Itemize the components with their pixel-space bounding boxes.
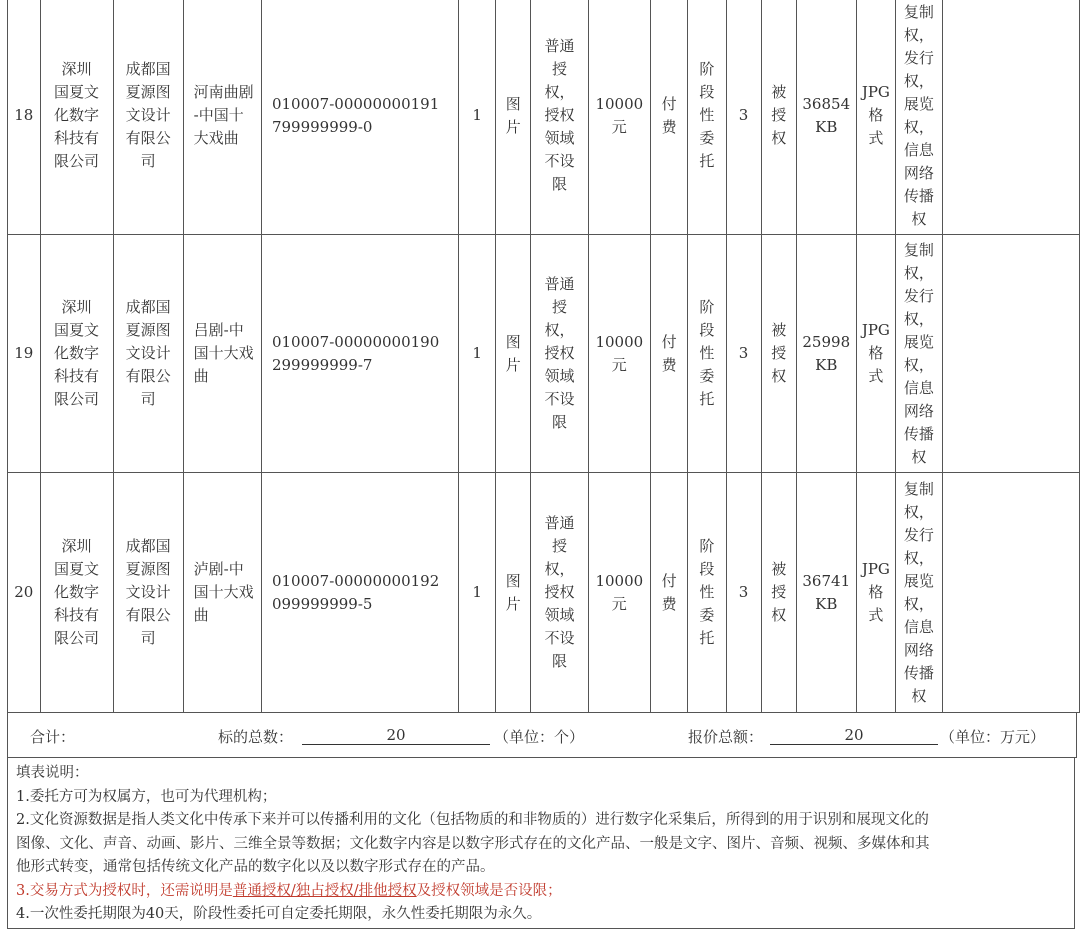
row-number: 19 bbox=[8, 235, 41, 473]
payment-cell: 付 费 bbox=[651, 0, 688, 235]
note-3: 3.交易方式为授权时，还需说明是普通授权/独占授权/排他授权及授权领域是否设限； bbox=[16, 882, 562, 899]
owner-cell: 深圳 国夏文 化数字 科技有 限公司 bbox=[40, 235, 113, 473]
method-cell: 被 授 权 bbox=[761, 473, 796, 713]
authorization-cell: 普通 授 权， 授权 领域 不设 限 bbox=[531, 235, 588, 473]
type-cell: 图 片 bbox=[496, 0, 531, 235]
instructions bbox=[7, 757, 1075, 929]
totals-label: 合计： bbox=[30, 728, 76, 746]
note-1: 1.委托方可为权属方，也可为代理机构； bbox=[16, 788, 277, 805]
method-cell: 被 授 权 bbox=[761, 0, 796, 235]
size-cell: 36854 KB bbox=[796, 0, 856, 235]
notes-heading: 填表说明： bbox=[16, 765, 89, 781]
size-cell: 36741 KB bbox=[796, 473, 856, 713]
authorization-cell: 普通 授 权， 授权 领域 不设 限 bbox=[531, 0, 588, 235]
blank-cell bbox=[942, 473, 1079, 713]
row-number: 20 bbox=[8, 473, 41, 713]
note-3-underlined: 普通授权/独占授权/排他授权 bbox=[232, 882, 417, 899]
agent-cell: 成都国 夏源图 文设计 有限公 司 bbox=[113, 0, 183, 235]
period-cell: 3 bbox=[726, 235, 761, 473]
size-cell: 25998 KB bbox=[796, 235, 856, 473]
count-unit: （单位：个） bbox=[494, 728, 585, 746]
count-value: 20 bbox=[302, 726, 490, 745]
totals-row bbox=[7, 712, 1077, 758]
price-cell: 10000 元 bbox=[588, 0, 651, 235]
note-4: 4.一次性委托期限为40天，阶段性委托可自定委托期限，永久性委托期限为永久。 bbox=[16, 906, 542, 922]
code-cell: 010007-00000000192 099999999-5 bbox=[261, 473, 458, 713]
listing-table bbox=[7, 0, 1080, 713]
price-cell: 10000 元 bbox=[588, 473, 651, 713]
quantity-cell: 1 bbox=[459, 0, 496, 235]
format-cell: JPG 格 式 bbox=[856, 0, 896, 235]
code-cell: 010007-00000000191 799999999-0 bbox=[261, 0, 458, 235]
count-label: 标的总数： bbox=[218, 728, 294, 746]
owner-cell: 深圳 国夏文 化数字 科技有 限公司 bbox=[40, 0, 113, 235]
table-row bbox=[8, 473, 1080, 713]
period-cell: 3 bbox=[726, 0, 761, 235]
blank-cell bbox=[942, 0, 1079, 235]
payment-cell: 付 费 bbox=[651, 473, 688, 713]
agent-cell: 成都国 夏源图 文设计 有限公 司 bbox=[113, 473, 183, 713]
format-cell: JPG 格 式 bbox=[856, 473, 896, 713]
table-row bbox=[8, 235, 1080, 473]
rights-cell: 复制 权， 发行 权， 展览 权， 信息 网络 传播 权 bbox=[896, 473, 942, 713]
payment-cell: 付 费 bbox=[651, 235, 688, 473]
price-cell: 10000 元 bbox=[588, 235, 651, 473]
note-2b: 图像、文化、声音、动画、影片、三维全景等数据；文化数字内容是以数字形式存在的文化产品、一般是文字、图片、音频、视频、多媒体和其 bbox=[16, 835, 930, 852]
authorization-cell: 普通 授 权， 授权 领域 不设 限 bbox=[531, 473, 588, 713]
method-cell: 被 授 权 bbox=[761, 235, 796, 473]
quantity-cell: 1 bbox=[459, 235, 496, 473]
quantity-cell: 1 bbox=[459, 473, 496, 713]
note-2a: 2.文化资源数据是指人类文化中传承下来并可以传播利用的文化（包括物质的和非物质的）进行数字化采集后，所得到的用于识别和展现文化的 bbox=[16, 812, 929, 828]
name-cell: 吕剧-中 国十大戏 曲 bbox=[183, 235, 261, 473]
price-unit: （单位：万元） bbox=[940, 728, 1046, 746]
name-cell: 泸剧-中 国十大戏 曲 bbox=[183, 473, 261, 713]
blank-cell bbox=[942, 235, 1079, 473]
name-cell: 河南曲剧 -中国十 大戏曲 bbox=[183, 0, 261, 235]
rights-cell: 复制 权， 发行 权， 展览 权， 信息 网络 传播 权 bbox=[896, 235, 942, 473]
owner-cell: 深圳 国夏文 化数字 科技有 限公司 bbox=[40, 473, 113, 713]
type-cell: 图 片 bbox=[496, 235, 531, 473]
row-number: 18 bbox=[8, 0, 41, 235]
agent-cell: 成都国 夏源图 文设计 有限公 司 bbox=[113, 235, 183, 473]
entrust-cell: 阶 段 性 委 托 bbox=[688, 235, 726, 473]
format-cell: JPG 格 式 bbox=[856, 235, 896, 473]
entrust-cell: 阶 段 性 委 托 bbox=[688, 0, 726, 235]
price-label: 报价总额： bbox=[688, 728, 764, 746]
table-row bbox=[8, 0, 1080, 235]
type-cell: 图 片 bbox=[496, 473, 531, 713]
period-cell: 3 bbox=[726, 473, 761, 713]
entrust-cell: 阶 段 性 委 托 bbox=[688, 473, 726, 713]
code-cell: 010007-00000000190 299999999-7 bbox=[261, 235, 458, 473]
note-2c: 他形式转变，通常包括传统文化产品的数字化以及以数字形式存在的产品。 bbox=[16, 859, 495, 875]
rights-cell: 复制 权， 发行 权， 展览 权， 信息 网络 传播 权 bbox=[896, 0, 942, 235]
price-value: 20 bbox=[770, 726, 938, 745]
